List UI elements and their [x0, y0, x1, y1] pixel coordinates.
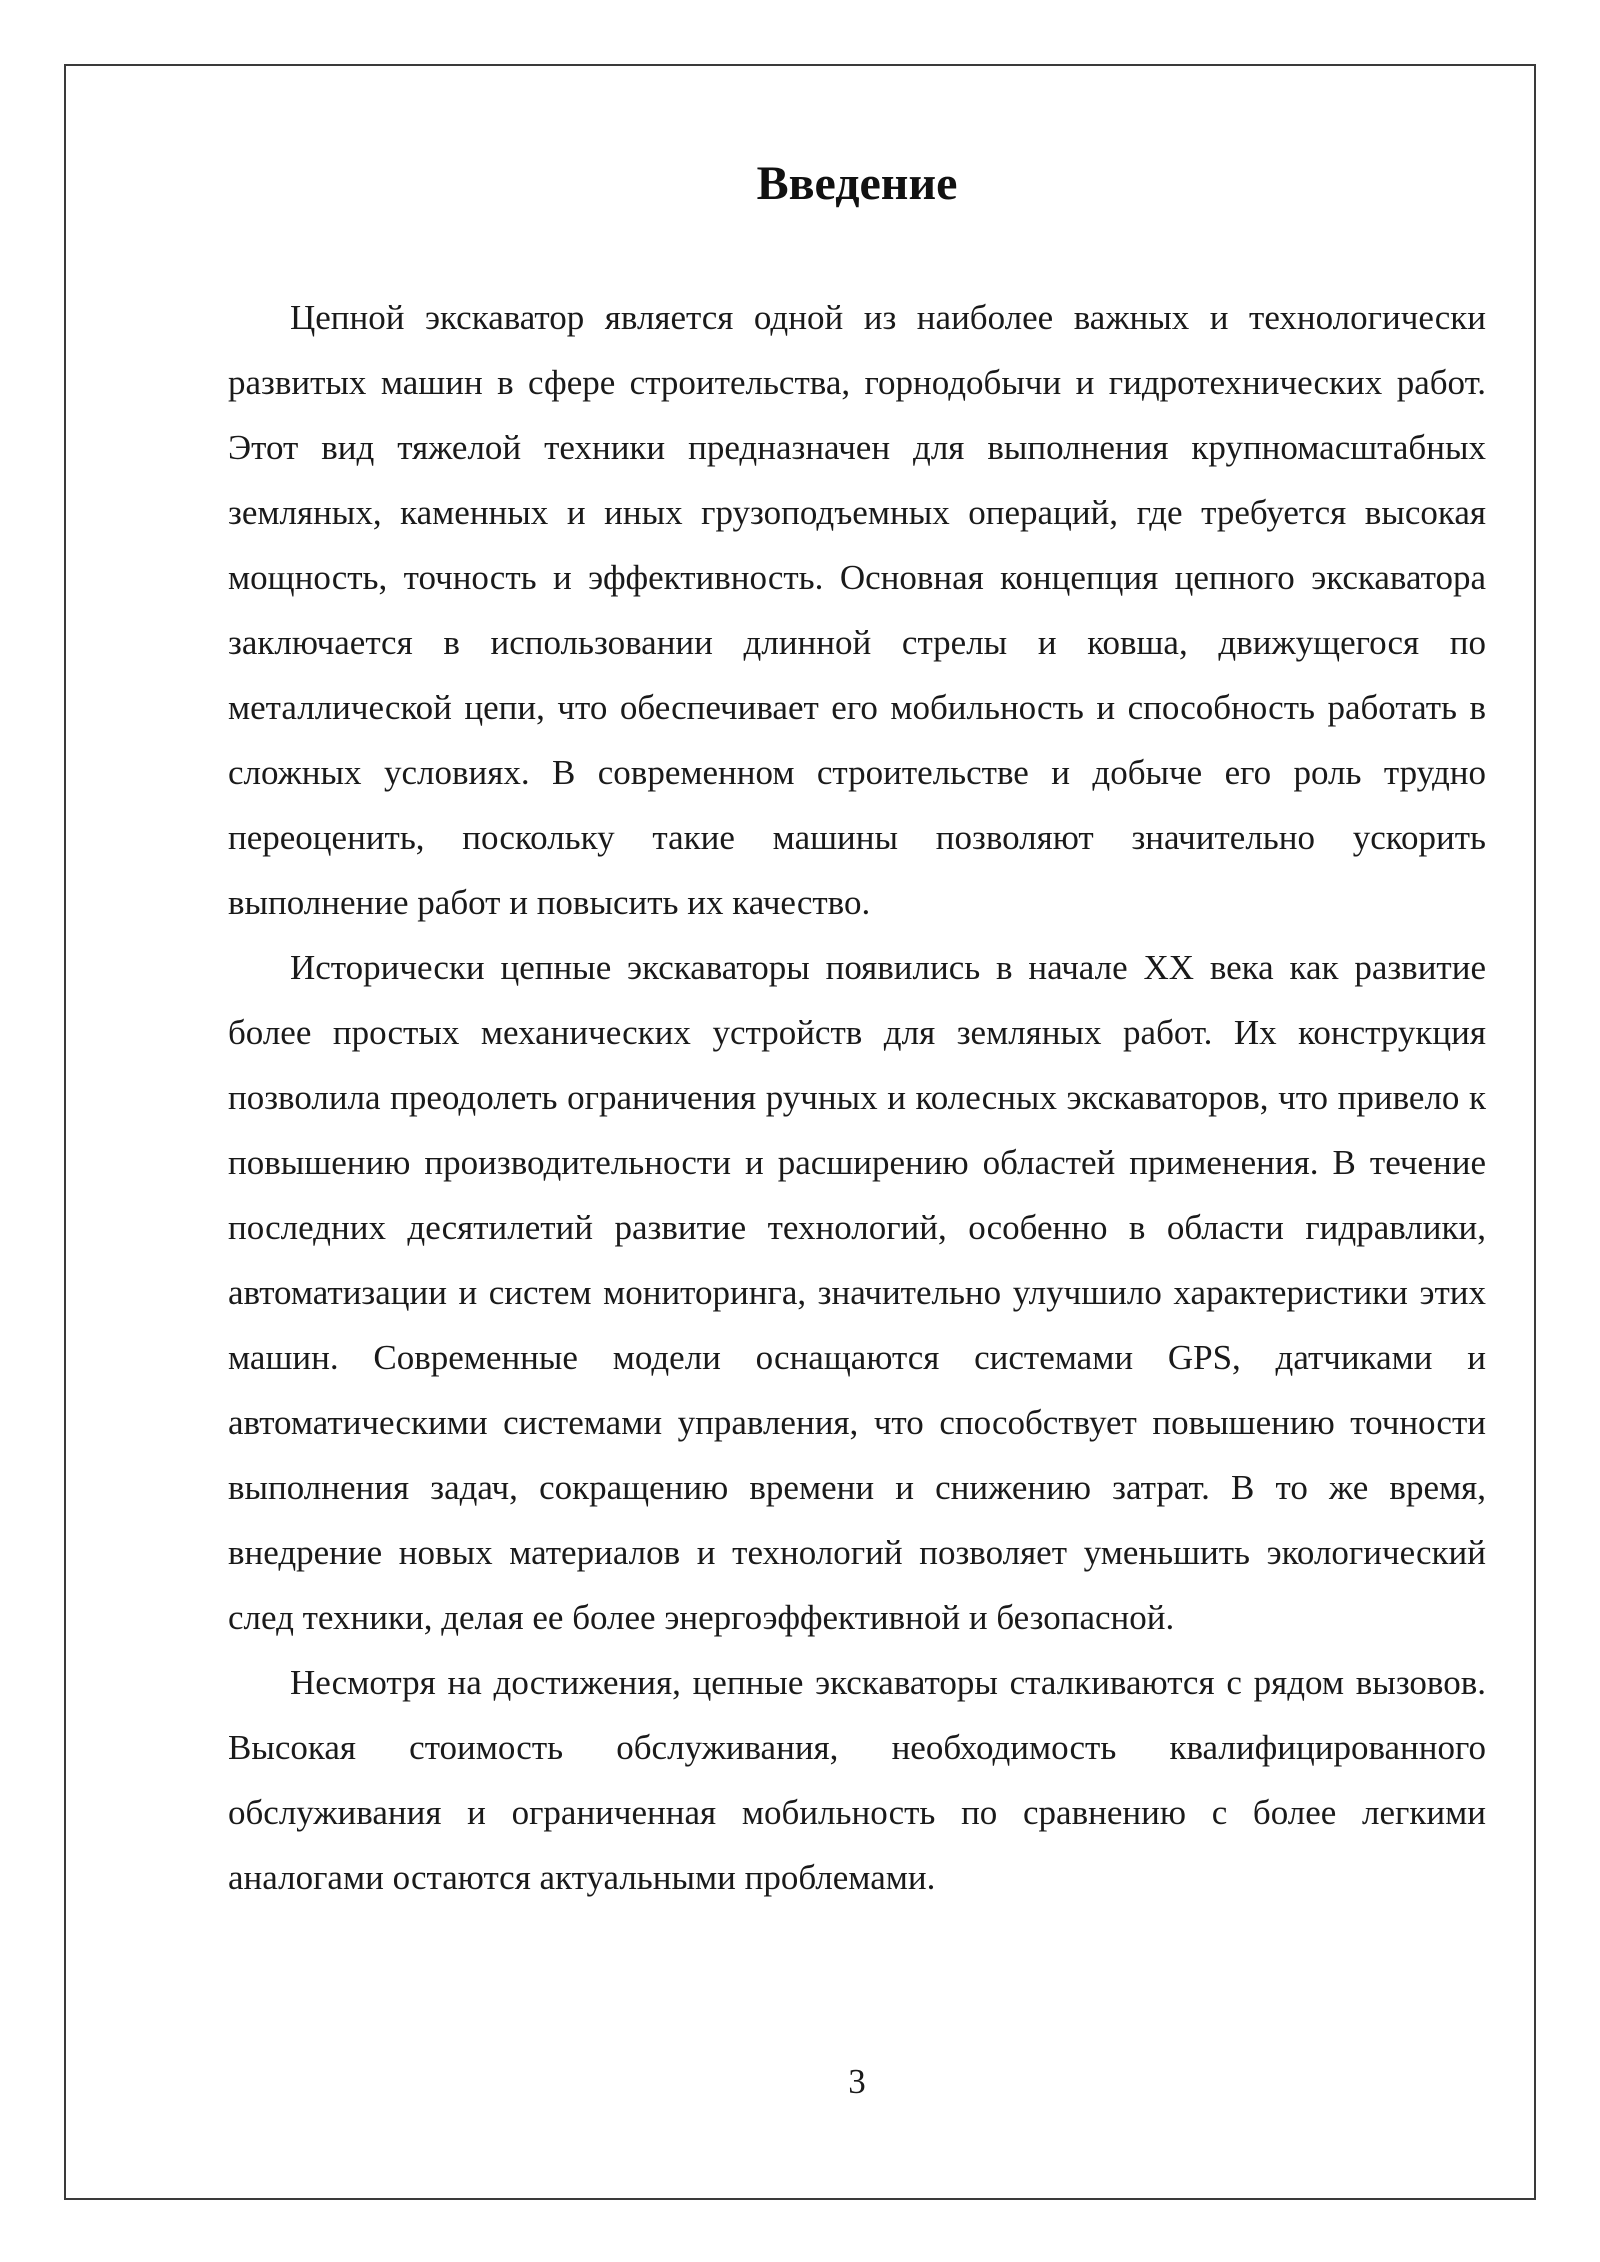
paragraph-3: Несмотря на достижения, цепные экскаваторы сталкиваются с рядом вызовов. Высокая стоимость обслуживания, необходимость квалифицированного обслуживания и ограниченная мобильность по сравнению с более легкими аналогами остаются актуальными проблемами. [228, 1663, 1486, 1897]
paragraph-1: Цепной экскаватор является одной из наиболее важных и технологически развитых машин в сфере строительства, горнодобычи и гидротехнических работ. Этот вид тяжелой техники предназначен для выполнения крупномасштабных земляных, каменных и иных грузоподъемных операций, где требуется высокая мощность, точность и эффективность. Основная концепция цепного экскаватора заключается в использовании длинной стрелы и ковша, движущегося по металлической цепи, что обеспечивает его мобильность и способность работать в сложных условиях. В современном строительстве и добыче его роль трудно переоценить, поскольку такие машины позволяют значительно ускорить выполнение работ и повысить их качество. [228, 298, 1486, 922]
page-number: 3 [848, 2062, 866, 2101]
page-title: Введение [756, 157, 958, 210]
document-body [228, 285, 1486, 1910]
paragraph-2: Исторически цепные экскаваторы появились в начале XX века как развитие более простых механических устройств для земляных работ. Их конструкция позволила преодолеть ограничения ручных и колесных экскаваторов, что привело к повышению производительности и расширению областей применения. В течение последних десятилетий развитие технологий, особенно в области гидравлики, автоматизации и систем мониторинга, значительно улучшило характеристики этих машин. Современные модели оснащаются системами GPS, датчиками и автоматическими системами управления, что способствует повышению точности выполнения задач, сокращению времени и снижению затрат. В то же время, внедрение новых материалов и технологий позволяет уменьшить экологический след техники, делая ее более энергоэффективной и безопасной. [228, 948, 1486, 1637]
